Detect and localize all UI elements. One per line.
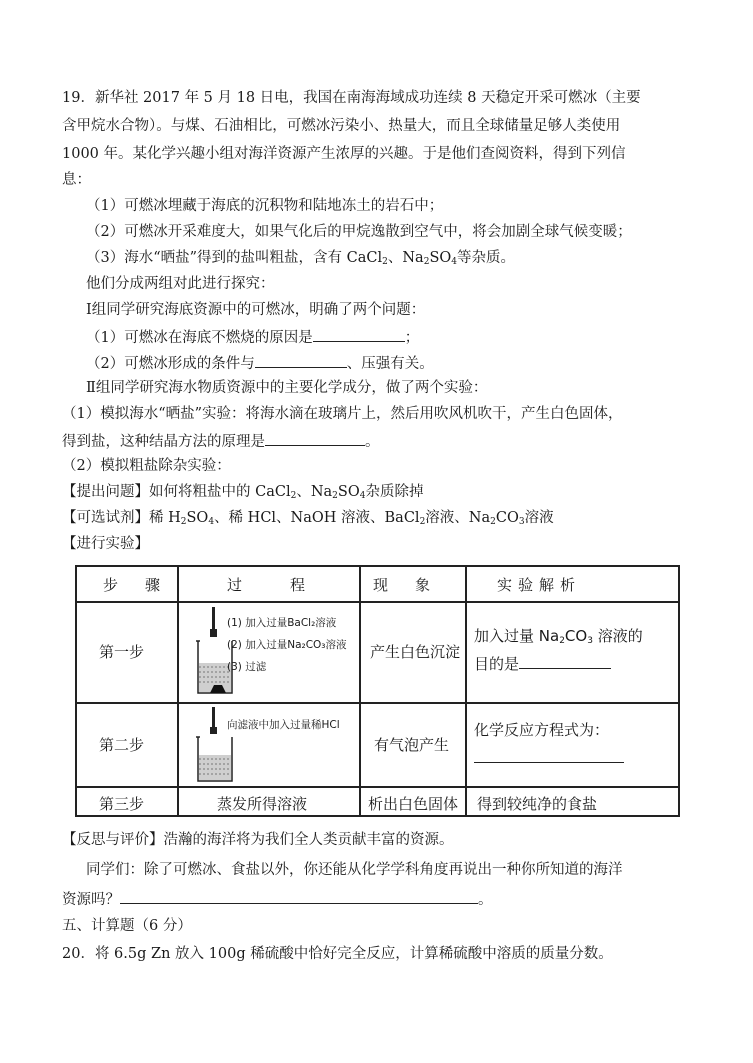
answer-blank[interactable] — [255, 352, 347, 368]
answer-blank[interactable] — [519, 653, 611, 669]
reagents-line: 【可选试剂】稀 $H_2SO_4$、稀 HCl、NaOH 溶液、BaCl$_2$溶液、$Na_2CO_3$溶液 — [62, 510, 554, 527]
answer-blank[interactable] — [120, 888, 478, 904]
row3-proc: 蒸发所得溶液 — [217, 795, 308, 813]
row1-phenomenon: 产生白色沉淀 — [370, 643, 461, 661]
experiment-label: 【进行实验】 — [62, 536, 149, 552]
header-step: 步 骤 — [103, 576, 167, 594]
section-5-title: 五、计算题（6 分） — [62, 918, 192, 934]
header-process: 过 程 — [227, 576, 312, 594]
row3-analysis: 得到较纯净的食盐 — [477, 795, 598, 813]
q19-line-3: 1000 年。某化学兴趣小组对海洋资源产生浓厚的兴趣。于是他们查阅资料，得到下列信 — [62, 146, 626, 162]
q19-line-2: 含甲烷水合物）。与煤、石油相比，可燃冰污染小、热量大，而且全球储量足够人类使用 — [62, 118, 621, 134]
problem-line: 【提出问题】如何将粗盐中的 CaCl$_2$、$Na_2SO_4$杂质除掉 — [62, 484, 424, 501]
group2-exp2: （2）模拟粗盐除杂实验： — [62, 458, 231, 474]
q20-text: 20．将 6.5g Zn 放入 100g 稀硫酸中恰好完全反应，计算稀硫酸中溶质的质量分数。 — [62, 946, 613, 962]
row3-step: 第三步 — [99, 795, 145, 813]
row3-phenomenon: 析出白色固体 — [368, 795, 459, 813]
row1-analysis-1: 加入过量 $Na_2CO_3$ 溶液的 — [474, 627, 643, 646]
row2-analysis: 化学反应方程式为： — [474, 721, 610, 739]
row2-proc: 向滤液中加入过量稀HCl — [227, 719, 340, 731]
group2-intro: Ⅱ组同学研究海水物质资源中的主要化学成分，做了两个实验： — [86, 380, 488, 396]
explore-line: 他们分成两组对此进行探究： — [86, 276, 275, 292]
row1-step: 第一步 — [99, 643, 145, 661]
row1-proc-1: (1) 加入过量BaCl₂溶液 — [227, 617, 337, 629]
row2-step: 第二步 — [99, 736, 145, 754]
row1-analysis-2: 目的是 — [474, 653, 611, 674]
row1-proc-3: (3) 过滤 — [227, 661, 267, 673]
experiment-table — [75, 565, 680, 817]
info-3: （3）海水“晒盐”得到的盐叫粗盐，含有 CaCl$_2$、$Na_2SO_4$等杂质。 — [86, 250, 516, 267]
row2-phenomenon: 有气泡产生 — [374, 736, 450, 754]
reflection-line-1: 【反思与评价】浩瀚的海洋将为我们全人类贡献丰富的资源。 — [62, 832, 454, 848]
group2-exp1-b: 得到盐，这种结晶方法的原理是 。 — [62, 430, 380, 452]
group1-q1: （1）可燃冰在海底不燃烧的原因是 ； — [86, 326, 419, 348]
header-phenomenon: 现 象 — [373, 576, 437, 594]
answer-blank[interactable] — [265, 430, 365, 446]
answer-blank[interactable] — [474, 747, 624, 763]
reflection-line-2: 同学们：除了可燃冰、食盐以外，你还能从化学学科角度再说出一种你所知道的海洋 — [86, 862, 623, 878]
q19-line-4: 息： — [62, 172, 91, 188]
info-2: （2）可燃冰开采难度大，如果气化后的甲烷逸散到空气中，将会加剧全球气候变暖； — [86, 224, 632, 240]
group2-exp1-a: （1）模拟海水“晒盐”实验：将海水滴在玻璃片上，然后用吹风机吹干，产生白色固体， — [62, 406, 623, 422]
group1-q2: （2）可燃冰形成的条件与 、压强有关。 — [86, 352, 434, 374]
reflection-line-3: 资源吗？ 。 — [62, 888, 493, 910]
q19-line-1: 19．新华社 2017 年 5 月 18 日电，我国在南海海域成功连续 8 天稳定开采可燃冰（主要 — [62, 90, 641, 106]
info-1: （1）可燃冰埋藏于海底的沉积物和陆地冻土的岩石中； — [86, 198, 444, 214]
header-analysis: 实验解析 — [497, 576, 582, 594]
answer-blank[interactable] — [313, 326, 405, 342]
group1-intro: Ⅰ组同学研究海底资源中的可燃冰，明确了两个问题： — [86, 302, 426, 318]
row1-proc-2: (2) 加入过量Na₂CO₃溶液 — [227, 639, 347, 651]
